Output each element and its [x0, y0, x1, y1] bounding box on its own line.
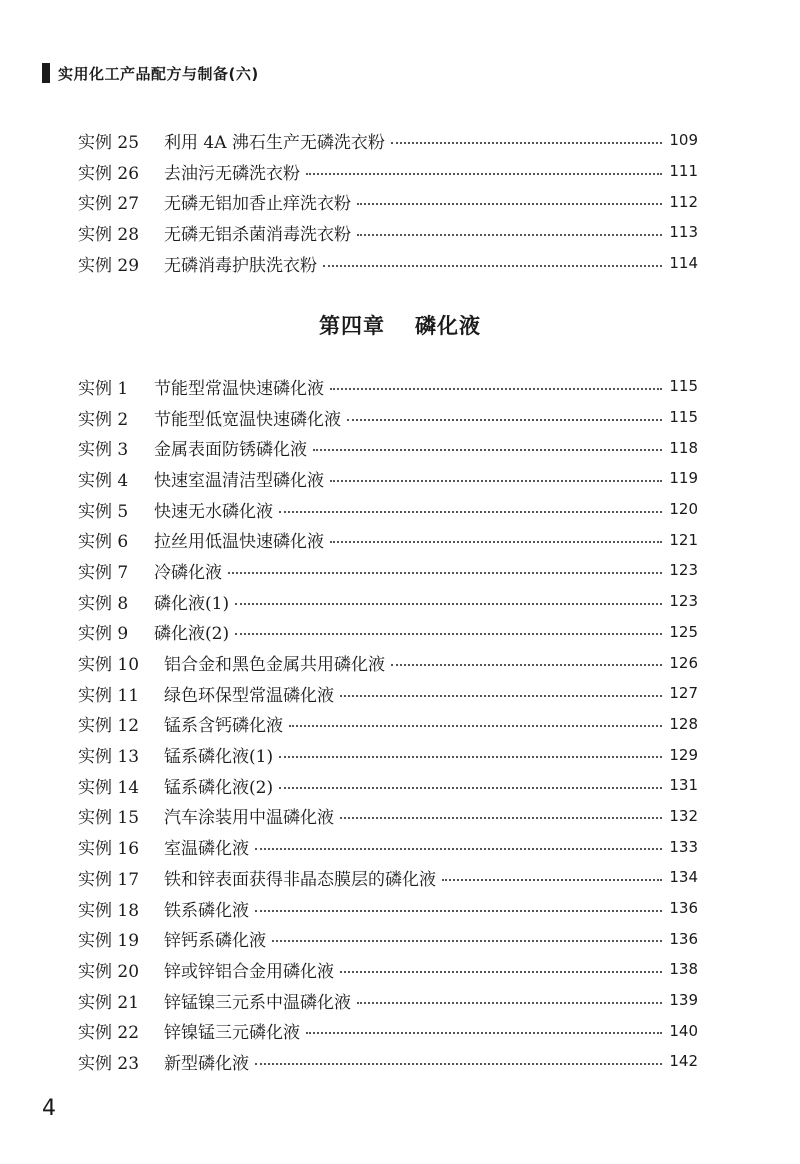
toc-entry-page: 115: [669, 377, 698, 396]
toc-entry: [78, 831, 698, 862]
toc-entry: [78, 985, 698, 1016]
toc-entry-title: 节能型低宽温快速磷化液: [154, 409, 341, 430]
toc-entry-page: 136: [669, 929, 698, 948]
toc-entry-page: 132: [669, 806, 698, 825]
toc-entry-number: 实例 9: [78, 624, 129, 645]
toc-entry-title: 绿色环保型常温磷化液: [164, 685, 334, 706]
toc-entry-number: 实例 1: [78, 378, 129, 399]
toc-entry-page: 138: [669, 960, 698, 979]
toc-leader-dots: [340, 694, 662, 697]
toc-entry-title: 节能型常温快速磷化液: [154, 378, 324, 399]
toc-entry-number: 实例 16: [78, 839, 140, 860]
toc-entry: [78, 402, 698, 433]
toc-entry-page: 131: [669, 776, 698, 795]
toc-leader-dots: [391, 663, 662, 666]
toc-entry-title: 冷磷化液: [154, 562, 222, 583]
toc-entry: [78, 156, 698, 187]
toc-entry-number: 实例 4: [78, 470, 129, 491]
toc-entry-number: 实例 12: [78, 716, 140, 737]
toc-entry: [78, 125, 698, 156]
toc-leader-dots: [306, 172, 662, 175]
toc-leader-dots: [340, 816, 662, 819]
toc-entry-number: 实例 2: [78, 409, 129, 430]
toc-entry-title: 锰系磷化液(1): [164, 747, 274, 768]
toc-leader-dots: [323, 264, 662, 267]
toc-entry: [78, 494, 698, 525]
toc-entry-page: 123: [669, 561, 698, 580]
toc-leader-dots: [391, 141, 662, 144]
toc-entry-page: 112: [669, 192, 698, 211]
toc-entry-title: 无磷无铝杀菌消毒洗衣粉: [164, 224, 351, 245]
toc-leader-dots: [442, 878, 662, 881]
toc-entry: [78, 1015, 698, 1046]
toc-entry: [78, 954, 698, 985]
toc-entry-page: 109: [669, 131, 698, 150]
toc-entry-number: 实例 7: [78, 562, 129, 583]
toc-entry-title: 锌镍锰三元磷化液: [164, 1023, 300, 1044]
toc-entry-title: 拉丝用低温快速磷化液: [154, 532, 324, 553]
toc-entry: [78, 801, 698, 832]
toc-entry-title: 快速无水磷化液: [154, 501, 273, 522]
toc-entry: [78, 893, 698, 924]
toc-entry-title: 锌锰镍三元系中温磷化液: [164, 992, 351, 1013]
toc-entry: [78, 862, 698, 893]
toc-entry-page: 118: [669, 438, 698, 457]
toc-entry-number: 实例 8: [78, 593, 129, 614]
toc-entry-page: 142: [669, 1052, 698, 1071]
toc-leader-dots: [289, 724, 662, 727]
toc-entry: [78, 923, 698, 954]
toc-block-previous-chapter: [78, 125, 698, 278]
toc-entry-number: 实例 13: [78, 747, 140, 768]
toc-entry-title: 磷化液(1): [154, 593, 230, 614]
toc-entry-page: 136: [669, 899, 698, 918]
toc-entry-title: 锌或锌铝合金用磷化液: [164, 961, 334, 982]
header-bar-mark: [42, 63, 50, 83]
page-number: 4: [42, 1096, 56, 1121]
toc-entry-page: 127: [669, 684, 698, 703]
toc-entry-number: 实例 3: [78, 440, 129, 461]
toc-block-chapter-four: [78, 371, 698, 1077]
toc-entry-number: 实例 26: [78, 163, 140, 184]
toc-entry-title: 室温磷化液: [164, 839, 249, 860]
toc-leader-dots: [313, 448, 662, 451]
toc-entry-number: 实例 28: [78, 224, 140, 245]
toc-entry: [78, 524, 698, 555]
toc-leader-dots: [255, 847, 662, 850]
toc-entry-number: 实例 25: [78, 132, 140, 153]
toc-entry: [78, 217, 698, 248]
toc-entry-number: 实例 15: [78, 808, 140, 829]
toc-entry-number: 实例 23: [78, 1053, 140, 1074]
toc-entry-page: 120: [669, 500, 698, 519]
toc-entry: [78, 248, 698, 279]
toc-entry-page: 123: [669, 592, 698, 611]
toc-entry-number: 实例 29: [78, 255, 140, 276]
toc-entry: [78, 186, 698, 217]
toc-leader-dots: [235, 602, 662, 605]
toc-leader-dots: [357, 233, 662, 236]
toc-entry: [78, 371, 698, 402]
toc-entry-page: 126: [669, 653, 698, 672]
toc-entry: [78, 463, 698, 494]
toc-entry-number: 实例 22: [78, 1023, 140, 1044]
toc-leader-dots: [272, 939, 662, 942]
chapter-heading: [0, 310, 800, 340]
toc-leader-dots: [347, 418, 662, 421]
toc-entry-title: 铝合金和黑色金属共用磷化液: [164, 655, 385, 676]
toc-entry-page: 125: [669, 622, 698, 641]
toc-entry-page: 119: [669, 469, 698, 488]
toc-entry: [78, 617, 698, 648]
toc-entry-page: 140: [669, 1021, 698, 1040]
toc-leader-dots: [255, 909, 662, 912]
toc-entry-number: 实例 6: [78, 532, 129, 553]
toc-entry-page: 113: [669, 223, 698, 242]
toc-entry-title: 汽车涂装用中温磷化液: [164, 808, 334, 829]
toc-entry-title: 利用 4A 沸石生产无磷洗衣粉: [164, 132, 385, 153]
toc-entry-title: 铁和锌表面获得非晶态膜层的磷化液: [164, 869, 436, 890]
toc-entry-title: 锰系含钙磷化液: [164, 716, 283, 737]
toc-entry-number: 实例 27: [78, 194, 140, 215]
toc-leader-dots: [357, 202, 662, 205]
toc-entry-number: 实例 11: [78, 685, 140, 706]
toc-leader-dots: [255, 1062, 662, 1065]
toc-leader-dots: [357, 1001, 662, 1004]
toc-entry-page: 111: [669, 162, 698, 181]
running-header: [42, 62, 259, 84]
toc-leader-dots: [330, 479, 662, 482]
toc-leader-dots: [306, 1031, 662, 1034]
toc-leader-dots: [340, 970, 662, 973]
toc-entry-page: 128: [669, 714, 698, 733]
toc-entry-number: 实例 21: [78, 992, 140, 1013]
chapter-name: 磷化液: [415, 314, 481, 338]
toc-leader-dots: [279, 510, 662, 513]
toc-entry: [78, 432, 698, 463]
toc-leader-dots: [279, 786, 662, 789]
toc-entry-title: 金属表面防锈磷化液: [154, 440, 307, 461]
toc-entry-number: 实例 10: [78, 655, 140, 676]
toc-entry-number: 实例 18: [78, 900, 140, 921]
toc-entry: [78, 1046, 698, 1077]
toc-entry-title: 无磷无铝加香止痒洗衣粉: [164, 194, 351, 215]
toc-entry-page: 133: [669, 837, 698, 856]
toc-entry-title: 新型磷化液: [164, 1053, 249, 1074]
chapter-label: 第四章: [319, 314, 385, 338]
toc-entry: [78, 586, 698, 617]
toc-entry-number: 实例 5: [78, 501, 129, 522]
toc-entry-page: 121: [669, 530, 698, 549]
toc-entry: [78, 709, 698, 740]
toc-leader-dots: [330, 387, 662, 390]
toc-entry-title: 去油污无磷洗衣粉: [164, 163, 300, 184]
toc-entry-title: 铁系磷化液: [164, 900, 249, 921]
toc-entry-title: 锰系磷化液(2): [164, 777, 274, 798]
toc-entry-number: 实例 14: [78, 777, 140, 798]
toc-entry-title: 快速室温清洁型磷化液: [154, 470, 324, 491]
toc-entry-number: 实例 19: [78, 931, 140, 952]
toc-entry-number: 实例 20: [78, 961, 140, 982]
toc-entry-number: 实例 17: [78, 869, 140, 890]
book-title: 实用化工产品配方与制备(六): [58, 64, 259, 83]
toc-leader-dots: [228, 571, 662, 574]
toc-entry: [78, 555, 698, 586]
toc-entry-title: 锌钙系磷化液: [164, 931, 266, 952]
toc-entry-page: 139: [669, 991, 698, 1010]
toc-entry-page: 134: [669, 868, 698, 887]
toc-entry: [78, 647, 698, 678]
toc-entry: [78, 678, 698, 709]
toc-entry-page: 129: [669, 745, 698, 764]
toc-entry: [78, 739, 698, 770]
toc-entry-page: 115: [669, 408, 698, 427]
toc-entry-title: 无磷消毒护肤洗衣粉: [164, 255, 317, 276]
toc-entry: [78, 770, 698, 801]
toc-entry-page: 114: [669, 254, 698, 273]
toc-leader-dots: [279, 755, 662, 758]
toc-entry-title: 磷化液(2): [154, 624, 230, 645]
toc-leader-dots: [235, 632, 662, 635]
toc-leader-dots: [330, 540, 662, 543]
